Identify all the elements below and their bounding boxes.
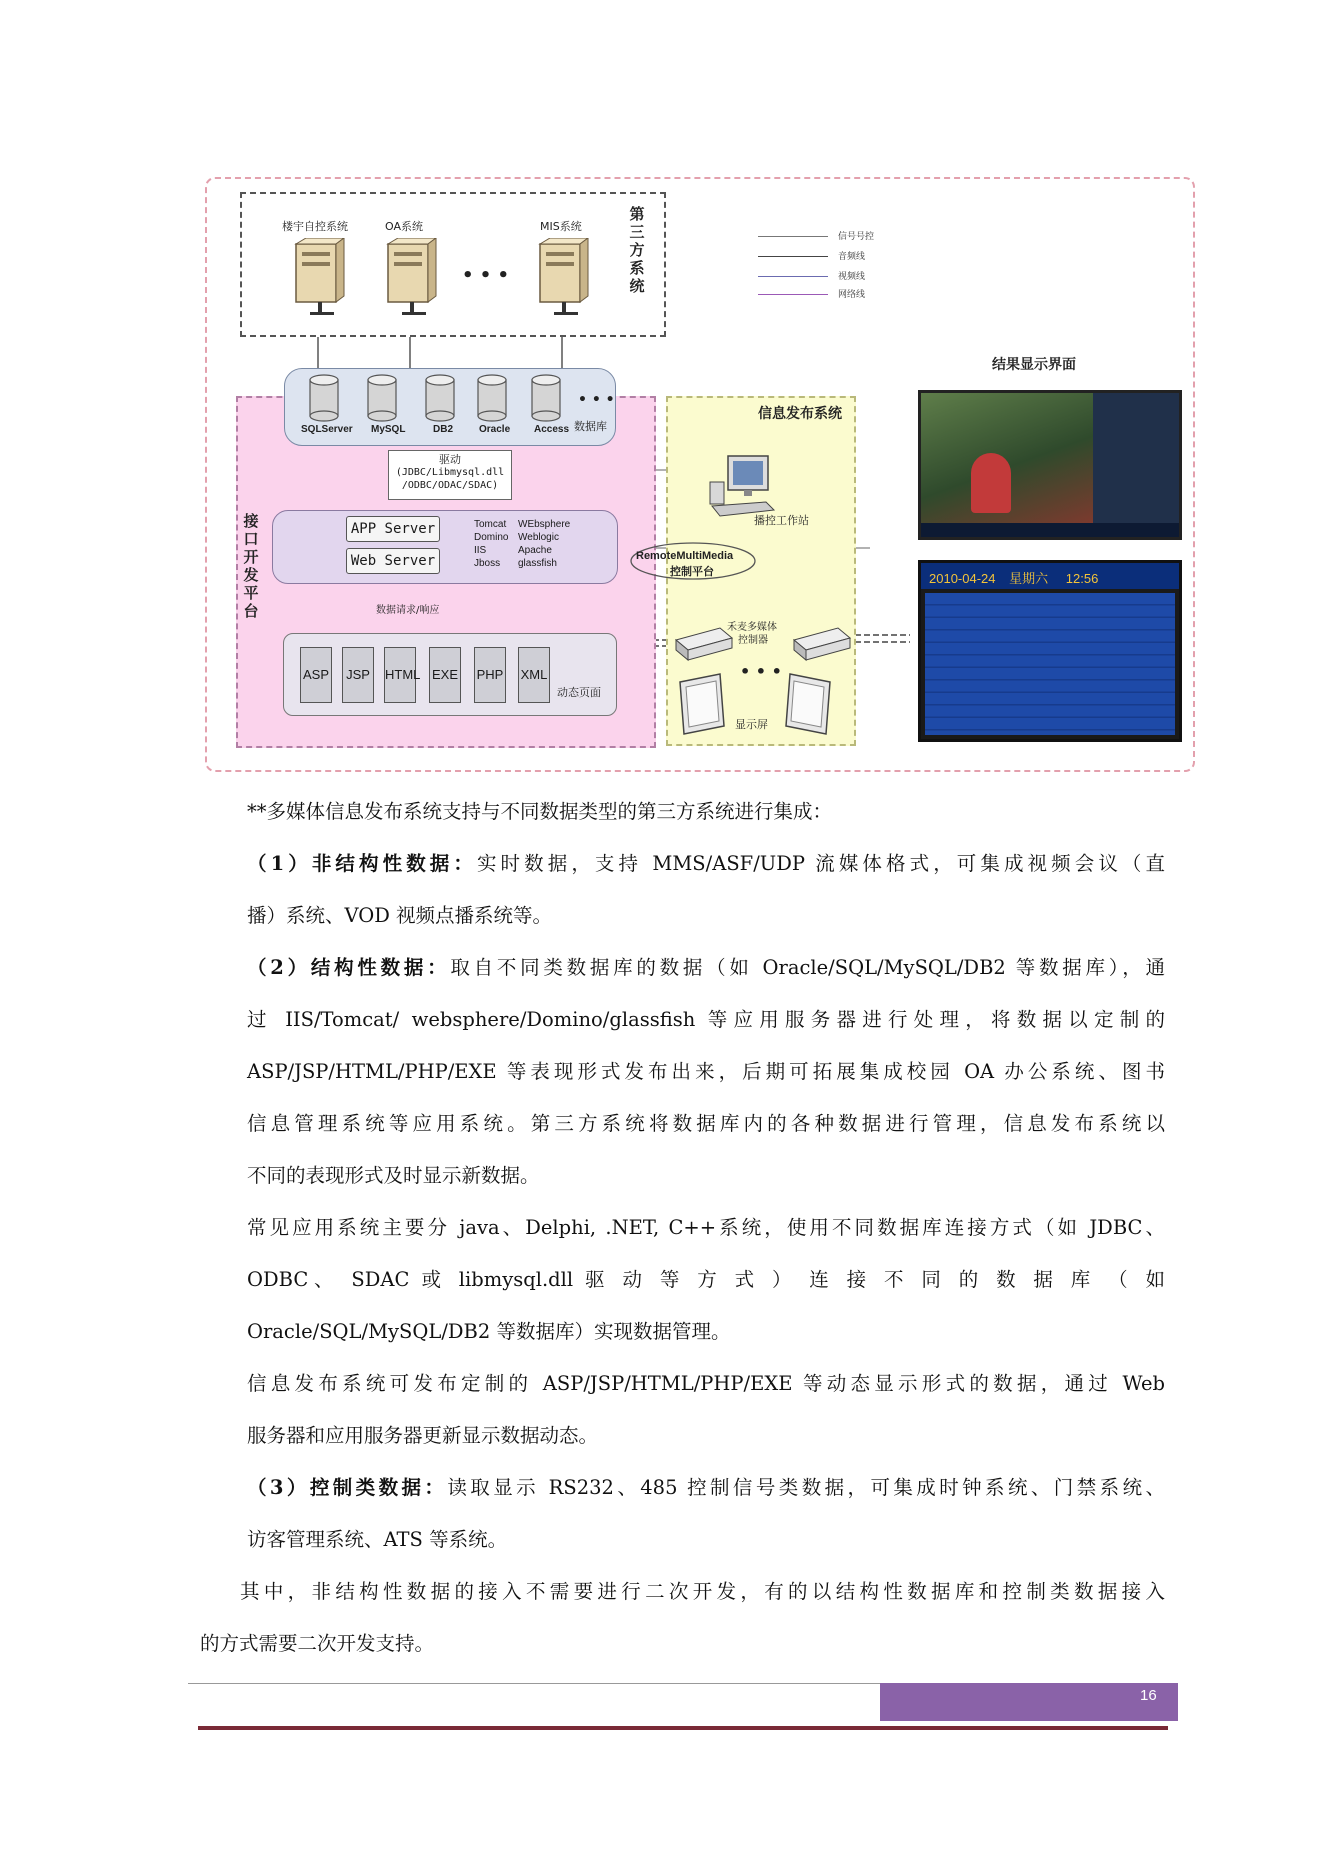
server-tomcat: Tomcat [474, 519, 507, 530]
paragraph-publish-line2: 服务器和应用服务器更新显示数据动态。 [247, 1424, 599, 1447]
page-number: 16 [1140, 1687, 1157, 1704]
paragraph-structured-line4: 信息管理系统等应用系统。第三方系统将数据库内的各种数据进行管理，信息发布系统以 [247, 1112, 1165, 1135]
db-label-mysql: MySQL [371, 424, 406, 435]
footer-rule [198, 1726, 1168, 1730]
video-figure [971, 453, 1011, 513]
paragraph-structured-line5: 不同的表现形式及时显示新数据。 [247, 1164, 540, 1187]
ticker-bar [921, 523, 1179, 537]
data-table-rows [925, 593, 1175, 735]
page-exe: EXE [429, 647, 461, 703]
db-label-db2: DB2 [433, 424, 454, 435]
legend-audio: 音频线 [838, 252, 866, 262]
page-php: PHP [474, 647, 506, 703]
driver-box [388, 450, 512, 500]
paragraph-control-line2: 访客管理系统、ATS 等系统。 [247, 1528, 508, 1551]
server-websphere: WEbsphere [518, 519, 571, 530]
heading-unstructured: （1）非结构性数据： [247, 852, 477, 875]
server-iis: IIS [474, 545, 487, 556]
paragraph-summary-line1: 其中，非结构性数据的接入不需要进行二次开发，有的以结构性数据库和控制类数据接入 [240, 1580, 1165, 1603]
server-weblogic: Weblogic [518, 532, 559, 543]
paragraph-structured-line1 [247, 942, 1165, 994]
screen-date: 2010-04-24 [929, 571, 996, 586]
footer-accent-bar [880, 1683, 1178, 1721]
server-list-right [518, 518, 570, 570]
server-apache: Apache [518, 545, 552, 556]
server-jboss: Jboss [474, 558, 501, 569]
paragraph-unstructured-line2: 播）系统、VOD 视频点播系统等。 [247, 904, 553, 927]
paragraph-summary-line2: 的方式需要二次开发支持。 [200, 1632, 435, 1655]
paragraph-control-line1 [247, 1462, 1165, 1514]
legend-video: 视频线 [838, 272, 866, 282]
server-icon [288, 238, 348, 318]
db-ellipsis: • • • [578, 392, 615, 408]
paragraph-structured-line2: 过 IIS/Tomcat/ websphere/Domino/glassfish 等应用服务器进行处理，将数据以定制的 [247, 1008, 1165, 1031]
db-label-sqlserver: SQLServer [301, 424, 353, 435]
legend-line-audio [758, 256, 828, 257]
result-screen-table [918, 560, 1182, 742]
page-xml: XML [518, 647, 550, 703]
driver-line1: (JDBC/Libmysql.dll [395, 467, 505, 478]
interface-platform-label: 接口开发平台 [243, 512, 259, 620]
screen-weekday: 星期六 [1009, 571, 1049, 586]
result-screen-video [918, 390, 1182, 540]
publish-system-label: 信息发布系统 [758, 406, 842, 422]
result-display-label: 结果显示界面 [992, 357, 1076, 373]
controller-label1: 禾麦多媒体 [727, 622, 777, 633]
dynamic-page-label: 动态页面 [557, 686, 601, 699]
control-platform-label2: 控制平台 [670, 566, 714, 578]
paragraph-structured-line3: ASP/JSP/HTML/PHP/EXE 等表现形式发布出来，后期可拓展集成校园 OA 办公系统、图书 [247, 1060, 1165, 1083]
server-list-left [474, 518, 508, 570]
weather-panel [1093, 393, 1179, 537]
text-control-1: 读取显示 RS232、485 控制信号类数据，可集成时钟系统、门禁系统、 [447, 1476, 1165, 1499]
db-label-access: Access [534, 424, 570, 435]
server-icon [380, 238, 440, 318]
display-label: 显示屏 [735, 718, 768, 731]
server-icon [532, 238, 592, 318]
paragraph-unstructured-line1 [247, 838, 1165, 890]
server-domino: Domino [474, 532, 509, 543]
data-request-label: 数据请求/响应 [376, 605, 440, 616]
database-icons [306, 374, 576, 422]
text-unstructured-1: 实时数据，支持 MMS/ASF/UDP 流媒体格式，可集成视频会议（直 [476, 852, 1165, 875]
heading-control: （3）控制类数据： [247, 1476, 448, 1499]
workstation-label: 播控工作站 [754, 514, 809, 527]
paragraph-apps-line2: ODBC、 SDAC 或 libmysql.dll 驱 动 等 方 式 ） 连 接 不 同 的 数 据 库 （ 如 [247, 1268, 1165, 1291]
third-party-label: 第三方系统 [629, 205, 645, 295]
page-html: HTML [384, 647, 416, 703]
controller-label2: 控制器 [738, 635, 768, 646]
legend-network: 网络线 [838, 290, 866, 300]
system-label-oa: OA系统 [385, 220, 423, 233]
legend-line-signal [758, 236, 828, 237]
legend-line-network [758, 294, 828, 295]
app-server-box: APP Server [346, 516, 440, 542]
heading-structured: （2）结构性数据： [247, 956, 451, 979]
text-structured-1: 取自不同类数据库的数据（如 Oracle/SQL/MySQL/DB2 等数据库），通 [450, 956, 1165, 979]
display-ellipsis: • • • [740, 662, 782, 681]
footer-rule-thin [188, 1683, 880, 1684]
system-label-mis: MIS系统 [540, 220, 582, 233]
paragraph-apps-line3: Oracle/SQL/MySQL/DB2 等数据库）实现数据管理。 [247, 1320, 731, 1343]
control-platform-label1: RemoteMultiMedia [636, 550, 734, 562]
web-server-box: Web Server [346, 548, 440, 574]
screen-time: 12:56 [1065, 571, 1099, 586]
driver-title: 驱动 [439, 453, 461, 466]
legend-line-video [758, 276, 828, 277]
system-label-building: 楼宇自控系统 [282, 220, 348, 233]
server-glassfish: glassfish [518, 558, 557, 569]
paragraph-publish-line1: 信息发布系统可发布定制的 ASP/JSP/HTML/PHP/EXE 等动态显示形式的数据，通过 Web [247, 1372, 1165, 1395]
paragraph-intro: **多媒体信息发布系统支持与不同数据类型的第三方系统进行集成： [247, 800, 833, 823]
page-jsp: JSP [342, 647, 374, 703]
third-party-ellipsis: • • • [462, 265, 510, 286]
page-asp: ASP [300, 647, 332, 703]
legend-signal: 信号号控 [838, 232, 875, 242]
db-label: 数据库 [574, 420, 607, 433]
db-label-oracle: Oracle [479, 424, 511, 435]
paragraph-apps-line1: 常见应用系统主要分 java、Delphi, .NET, C++系统，使用不同数据库连接方式（如 JDBC、 [247, 1216, 1165, 1239]
screen-datetime [929, 568, 1098, 587]
driver-line2: /ODBC/ODAC/SDAC) [401, 480, 499, 491]
